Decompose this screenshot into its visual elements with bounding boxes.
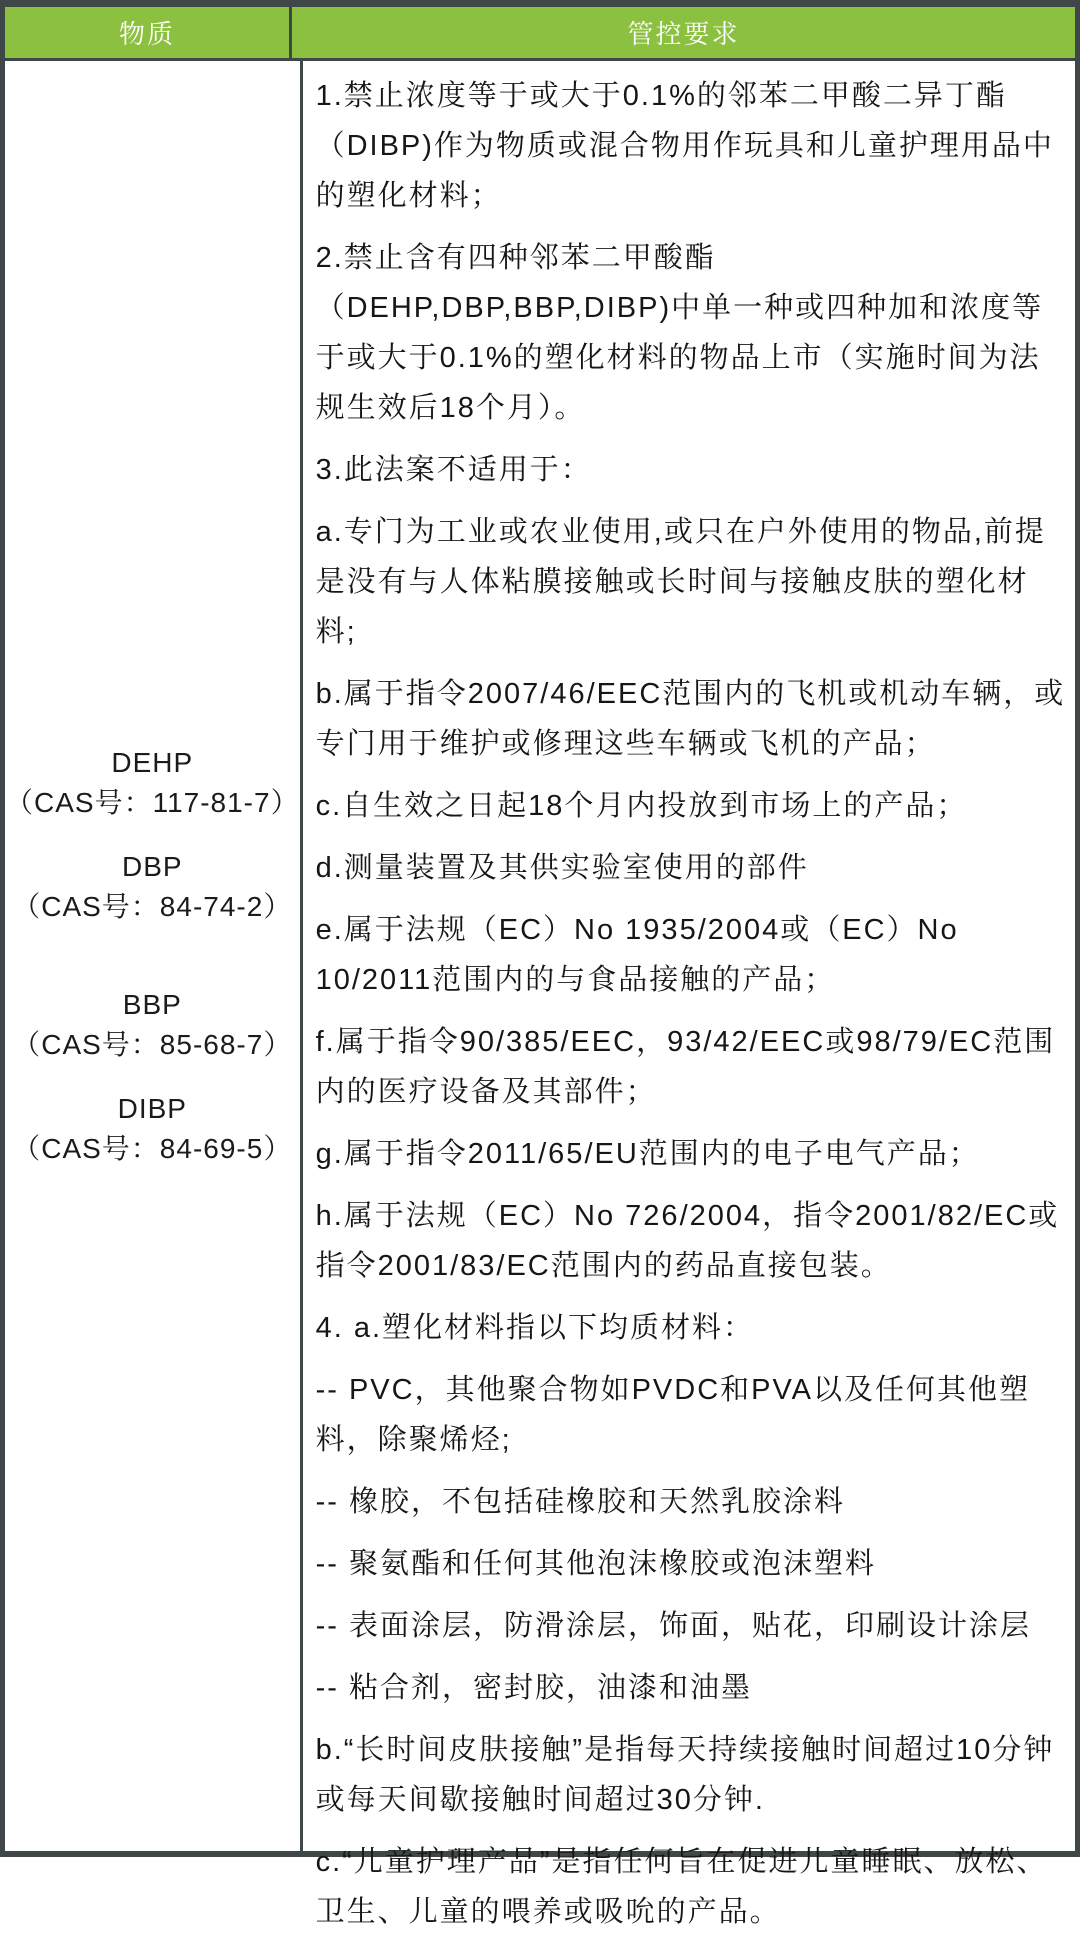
table-body-row [5,61,1075,1928]
requirement-paragraph: -- 表面涂层，防滑涂层，饰面，贴花，印刷设计涂层 [315,1610,1031,1642]
substance-name: DIBP [117,1093,187,1124]
requirement-paragraph: b.“长时间皮肤接触”是指每天持续接触时间超过10分钟或每天间歇接触时间超过30分钟. [315,1734,1055,1816]
requirement-paragraph: c.自生效之日起18个月内投放到市场上的产品； [315,790,968,822]
substance-cas-number: （CAS号：84-69-5） [12,1133,293,1164]
substance-block [12,1089,292,1169]
substance-cas-number: （CAS号：85-68-7） [12,1029,293,1060]
requirement-paragraph: h.属于法规（EC）No 726/2004，指令2001/82/EC或指令2001/83/EC范围内的药品直接包装。 [315,1200,1060,1282]
substance-block [12,985,292,1065]
requirement-paragraph: 3.此法案不适用于： [315,454,592,486]
requirement-paragraph: a.专门为工业或农业使用,或只在户外使用的物品,前提是没有与人体粘膜接触或长时间与接触皮肤的塑化材料; [315,516,1046,648]
substance-cas-number: （CAS号：117-81-7） [5,787,300,818]
substance-cell [5,61,303,1851]
substance-column-header: 物质 [5,7,292,58]
requirement-paragraph: 1.禁止浓度等于或大于0.1%的邻苯二甲酸二异丁酯（DIBP)作为物质或混合物用作玩具和儿童护理用品中的塑化材料； [315,80,1054,212]
substance-cas-number: （CAS号：84-74-2） [12,891,293,922]
requirement-paragraph: -- 橡胶，不包括硅橡胶和天然乳胶涂料 [315,1486,845,1518]
requirement-paragraph: -- 粘合剂，密封胶，油漆和油墨 [315,1672,752,1704]
requirement-paragraph: -- 聚氨酯和任何其他泡沫橡胶或泡沫塑料 [315,1548,876,1580]
requirement-paragraph: f.属于指令90/385/EEC，93/42/EEC或98/79/EC范围内的医疗设备及其部件； [315,1026,1056,1108]
requirement-paragraph: c.“儿童护理产品”是指任何旨在促进儿童睡眠、放松、卫生、儿童的喂养或吸吮的产品。 [315,1846,1048,1928]
substance-name: DEHP [111,747,194,778]
substance-name: BBP [122,989,182,1020]
requirements-cell [303,61,1075,1928]
substance-name: DBP [121,851,183,882]
requirements-column-header: 管控要求 [627,19,740,49]
requirement-paragraph: e.属于法规（EC）No 1935/2004或（EC）No 10/2011范围内的与食品接触的产品； [315,914,959,996]
requirement-paragraph: g.属于指令2011/65/EU范围内的电子电气产品； [315,1138,980,1170]
table-header-row [5,7,1075,61]
requirement-paragraph: -- PVC，其他聚合物如PVDC和PVA以及任何其他塑料，除聚烯烃; [315,1374,1031,1456]
requirement-paragraph: 4. a.塑化材料指以下均质材料： [315,1312,755,1344]
requirement-paragraph: b.属于指令2007/46/EEC范围内的飞机或机动车辆，或专门用于维护或修理这些车辆或飞机的产品； [315,678,1066,760]
requirement-paragraph: d.测量装置及其供实验室使用的部件 [315,852,809,884]
requirement-paragraph: 2.禁止含有四种邻苯二甲酸酯（DEHP,DBP,BBP,DIBP)中单一种或四种加和浓度等于或大于0.1%的塑化材料的物品上市（实施时间为法规生效后18个月）。 [315,242,1044,424]
substance-block [5,743,300,823]
substance-block [12,847,292,927]
